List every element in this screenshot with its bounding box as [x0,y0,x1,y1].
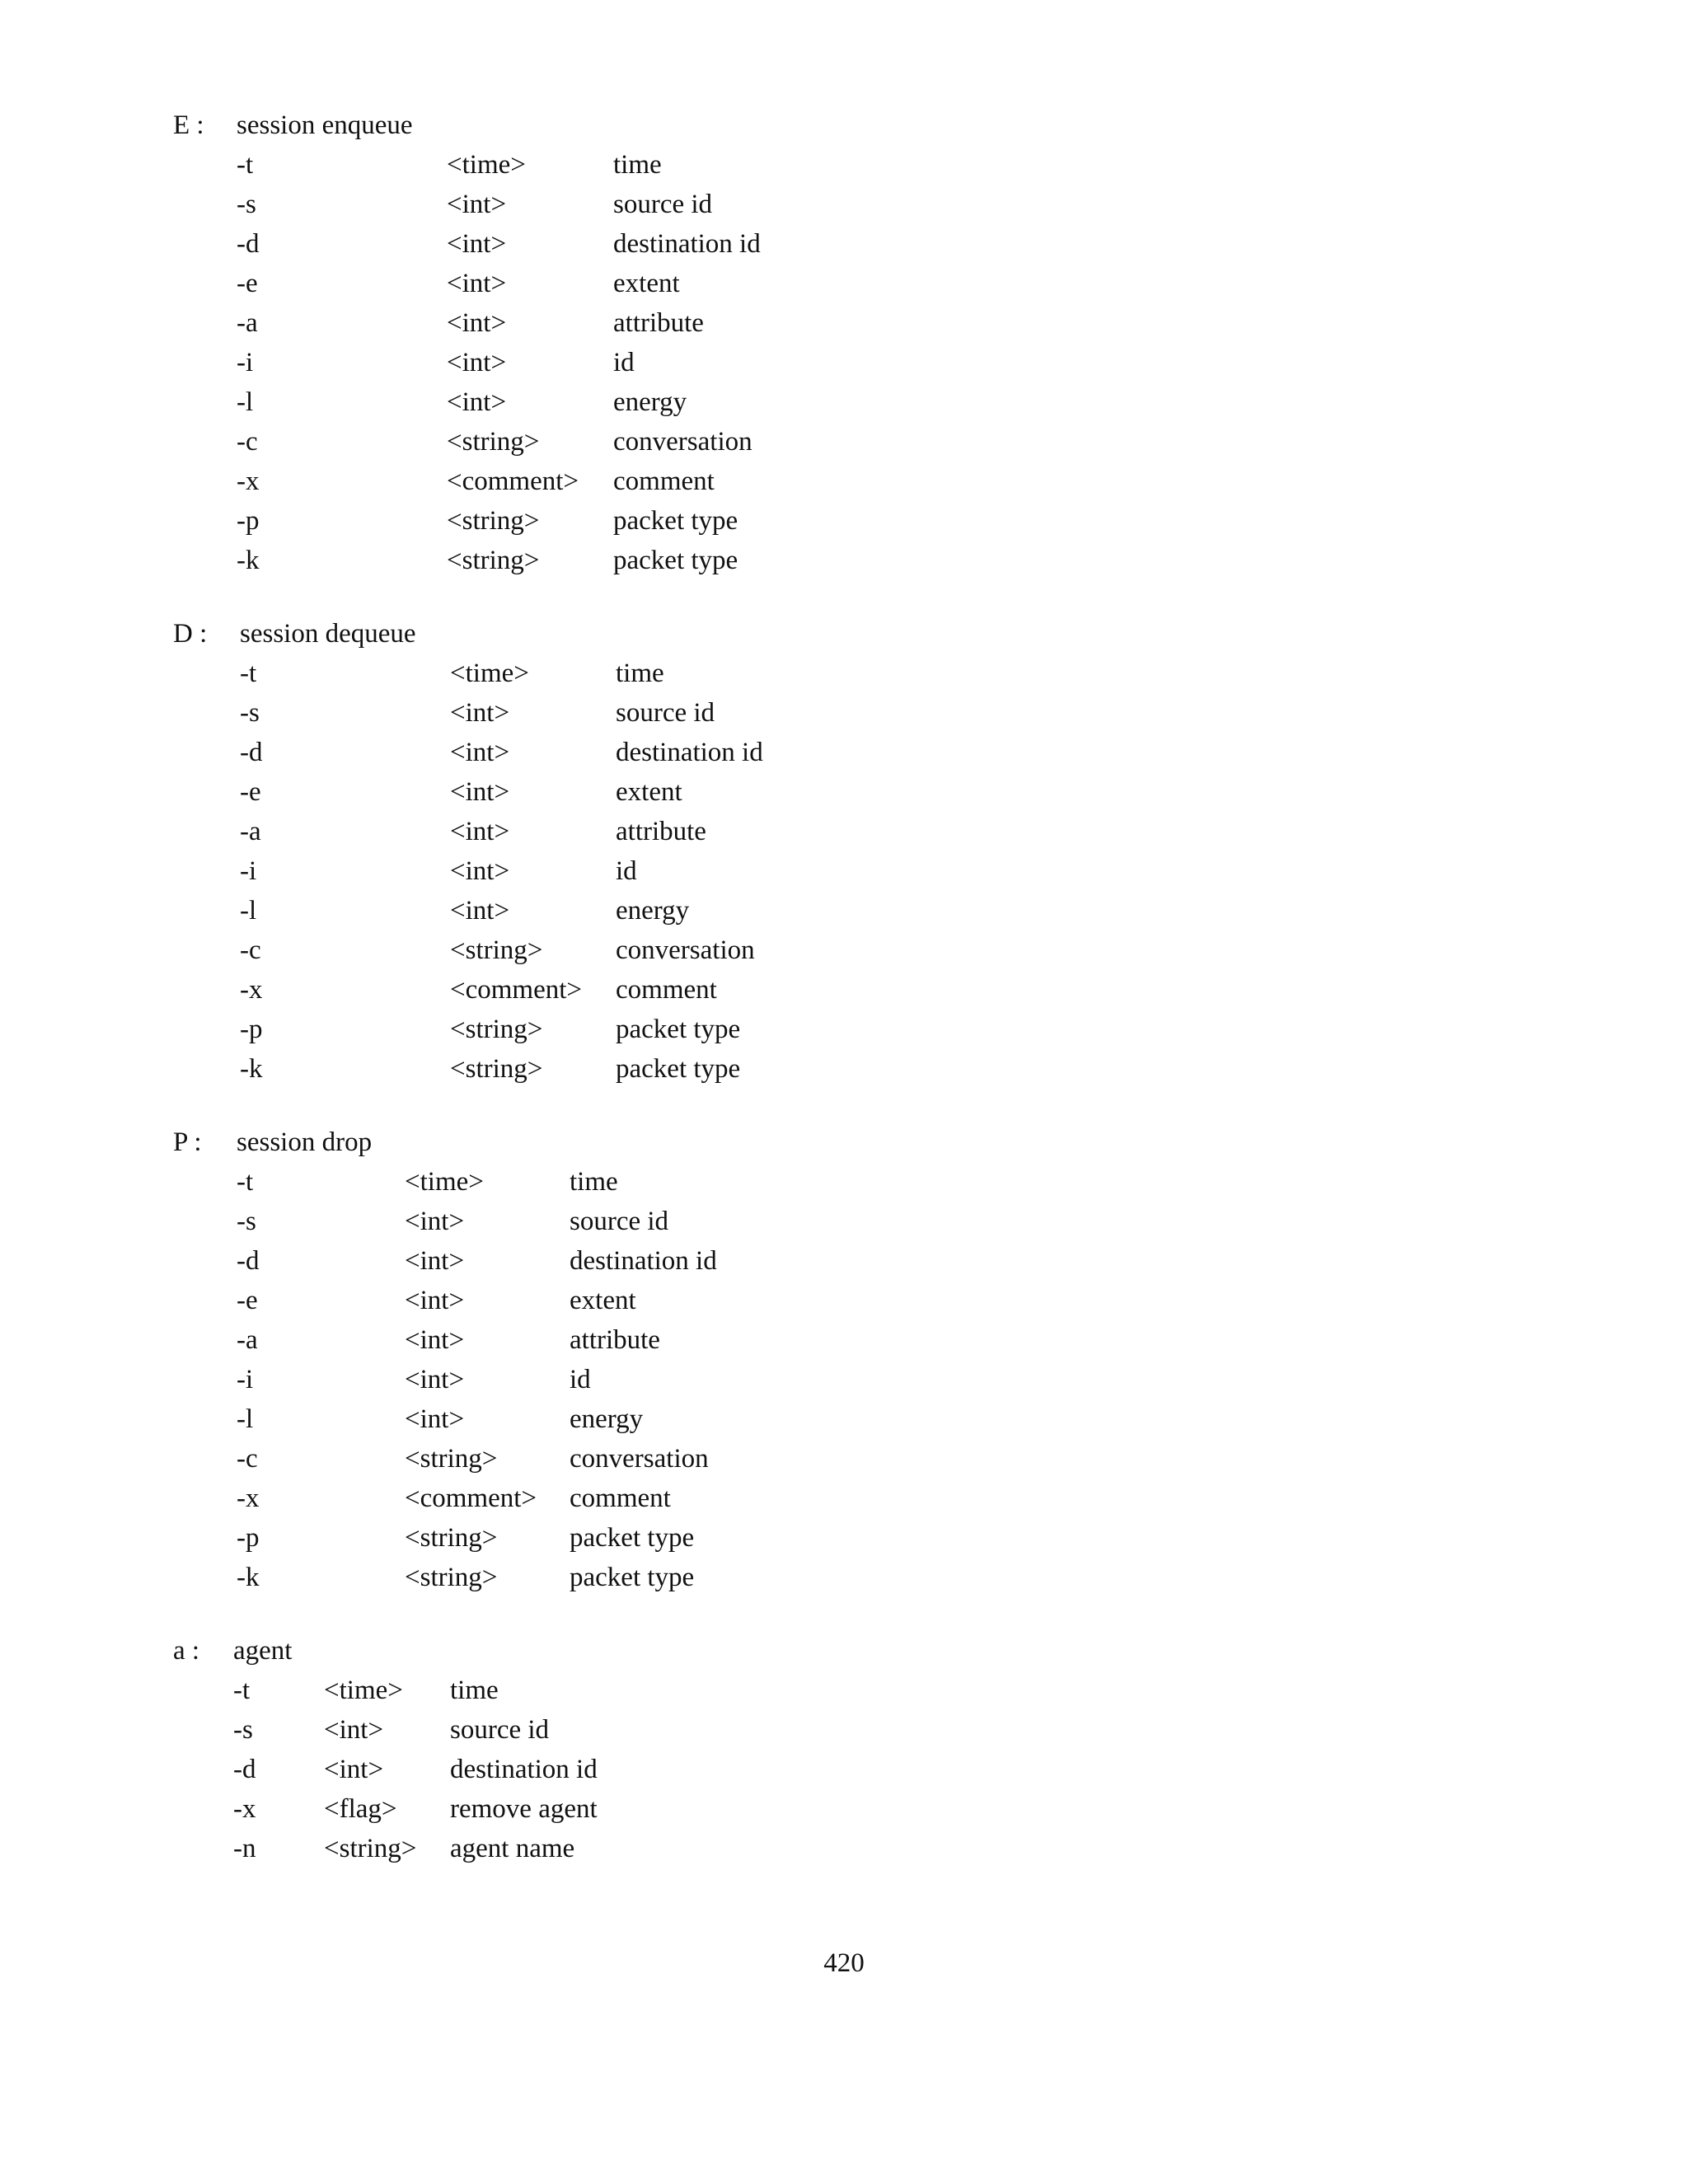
option-type: <int> [324,1715,384,1745]
option-flag: -x [233,1794,256,1824]
option-flag: -c [240,935,261,965]
option-type: <int> [447,229,507,259]
option-description: energy [570,1404,644,1434]
option-flag: -d [240,738,263,767]
option-description: source id [616,698,715,728]
section-code: D : [173,619,208,649]
option-type: <int> [450,817,510,846]
option-flag: -i [237,1365,254,1394]
section-title: agent [233,1636,293,1666]
option-type: <string> [405,1523,498,1553]
option-description: id [613,348,635,377]
option-type: <int> [450,777,510,807]
option-description: conversation [613,427,753,457]
option-type: <int> [405,1404,465,1434]
option-description: conversation [616,935,755,965]
option-type: <string> [450,1054,543,1084]
option-type: <int> [450,698,510,728]
option-flag: -s [237,190,256,219]
option-description: extent [570,1286,636,1315]
option-flag: -p [240,1015,263,1044]
option-type: <int> [405,1286,465,1315]
option-flag: -p [237,506,260,536]
option-flag: -k [240,1054,263,1084]
option-flag: -x [237,466,260,496]
option-type: <int> [450,738,510,767]
option-flag: -a [240,817,261,846]
section-title: session enqueue [237,110,413,140]
option-flag: -i [240,856,257,886]
option-description: time [450,1675,499,1705]
option-type: <string> [324,1834,417,1863]
option-type: <int> [324,1755,384,1784]
option-flag: -c [237,427,258,457]
option-description: packet type [570,1523,695,1553]
option-type: <int> [405,1365,465,1394]
option-type: <int> [447,190,507,219]
option-description: conversation [570,1444,709,1474]
option-flag: -s [237,1207,256,1236]
option-flag: -l [237,387,254,417]
option-flag: -n [233,1834,256,1863]
option-description: comment [616,975,717,1005]
option-type: <string> [405,1444,498,1474]
section-code: a : [173,1636,200,1666]
option-flag: -t [237,1167,254,1197]
option-flag: -p [237,1523,260,1553]
option-type: <int> [447,308,507,338]
option-description: extent [616,777,682,807]
option-description: attribute [570,1325,660,1355]
option-type: <string> [447,506,540,536]
option-type: <int> [447,269,507,298]
section-title: session drop [237,1127,373,1157]
option-type: <int> [405,1207,465,1236]
option-description: destination id [450,1755,598,1784]
option-description: energy [616,896,690,926]
option-type: <flag> [324,1794,397,1824]
option-type: <comment> [405,1483,537,1513]
option-type: <string> [450,935,543,965]
page-number: 420 [823,1948,865,1978]
option-flag: -d [237,229,260,259]
option-description: attribute [613,308,704,338]
option-description: packet type [613,506,738,536]
option-description: packet type [616,1015,741,1044]
option-description: id [570,1365,591,1394]
option-type: <int> [447,348,507,377]
option-type: <int> [450,856,510,886]
option-description: source id [450,1715,550,1745]
option-flag: -e [237,1286,258,1315]
section-code: P : [173,1127,202,1157]
option-description: remove agent [450,1794,598,1824]
option-description: extent [613,269,680,298]
option-flag: -t [233,1675,251,1705]
option-type: <int> [447,387,507,417]
option-flag: -a [237,1325,258,1355]
option-description: comment [570,1483,671,1513]
option-type: <int> [405,1325,465,1355]
option-description: packet type [616,1054,741,1084]
option-flag: -k [237,546,260,575]
option-type: <int> [405,1246,465,1276]
option-description: source id [613,190,713,219]
option-description: time [570,1167,618,1197]
option-description: source id [570,1207,669,1236]
option-type: <string> [447,427,540,457]
option-flag: -d [233,1755,256,1784]
option-type: <time> [324,1675,403,1705]
option-description: attribute [616,817,706,846]
option-type: <int> [450,896,510,926]
option-flag: -l [240,896,257,926]
option-description: packet type [613,546,738,575]
option-flag: -t [240,658,257,688]
option-flag: -e [237,269,258,298]
section-code: E : [173,110,204,140]
option-flag: -d [237,1246,260,1276]
option-description: destination id [616,738,763,767]
option-flag: -e [240,777,261,807]
option-description: time [616,658,664,688]
option-flag: -t [237,150,254,180]
option-flag: -i [237,348,254,377]
option-type: <time> [447,150,526,180]
option-description: id [616,856,637,886]
option-description: time [613,150,662,180]
option-flag: -l [237,1404,254,1434]
option-flag: -k [237,1563,260,1592]
option-description: destination id [570,1246,717,1276]
option-description: energy [613,387,687,417]
option-description: comment [613,466,715,496]
option-flag: -x [237,1483,260,1513]
option-type: <string> [450,1015,543,1044]
option-type: <comment> [450,975,583,1005]
option-flag: -a [237,308,258,338]
option-type: <comment> [447,466,579,496]
option-type: <time> [450,658,529,688]
section-title: session dequeue [240,619,416,649]
option-flag: -s [240,698,260,728]
option-flag: -x [240,975,263,1005]
option-description: agent name [450,1834,575,1863]
option-flag: -s [233,1715,253,1745]
option-flag: -c [237,1444,258,1474]
option-type: <time> [405,1167,484,1197]
option-description: packet type [570,1563,695,1592]
option-description: destination id [613,229,761,259]
option-type: <string> [447,546,540,575]
option-type: <string> [405,1563,498,1592]
